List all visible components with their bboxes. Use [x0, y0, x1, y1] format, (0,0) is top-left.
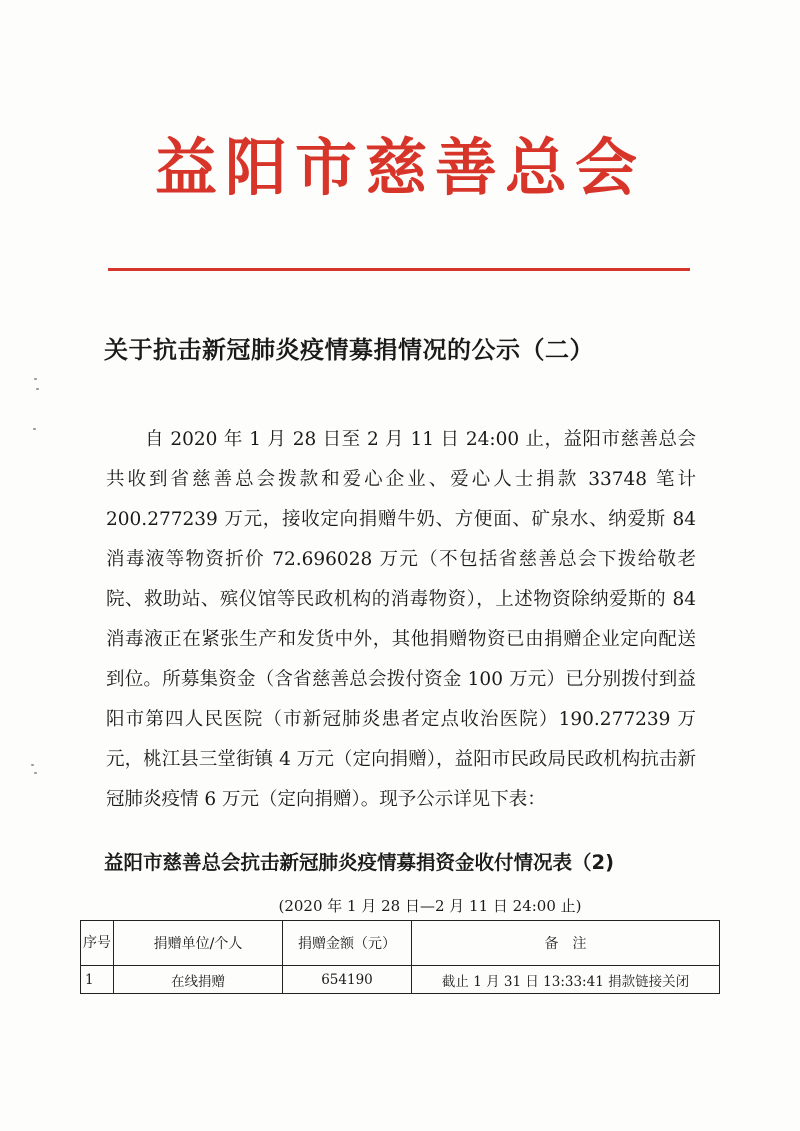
cell-amount: 654190	[283, 966, 412, 994]
cell-donor: 在线捐赠	[114, 966, 283, 994]
scan-speck	[34, 378, 37, 380]
document-title: 关于抗击新冠肺炎疫情募捐情况的公示（二）	[104, 336, 594, 364]
organization-name: 益阳市慈善总会	[154, 131, 645, 204]
header-divider	[108, 268, 690, 271]
body-paragraph: 自 2020 年 1 月 28 日至 2 月 11 日 24:00 止，益阳市慈善总会共收到省慈善总会拨款和爱心企业、爱心人士捐款 33748 笔计 200.277239 万元，接收定向捐赠牛奶、方便面、矿泉水、纳爱斯 84 消毒液等物资折价 72.696028 万元（不包括省慈善总会下拨给敬老院、救助站、殡仪馆等民政机构的消毒物资），上述物资除纳爱斯的 84 消毒液正在紧张生产和发货中外，其他捐赠物资已由捐赠企业定向配送到位。所募集资金（含省慈善总会拨付资金 100 万元）已分别拨付到益阳市第四人民医院（市新冠肺炎患者定点收治医院）190.277239 万元，桃江县三堂街镇 4 万元（定向捐赠），益阳市民政局民政机构抗击新冠肺炎疫情 6 万元（定向捐赠）。现予公示详见下表：	[106, 429, 696, 810]
table-subtitle: (2020 年 1 月 28 日—2 月 11 日 24:00 止)	[278, 897, 582, 915]
column-header-number: 序号	[81, 921, 114, 966]
table-title: 益阳市慈善总会抗击新冠肺炎疫情募捐资金收付情况表（2)	[104, 851, 614, 874]
column-header-amount: 捐赠金额（元）	[283, 921, 412, 966]
cell-number: 1	[81, 966, 114, 994]
table-row	[81, 966, 720, 994]
scan-speck	[34, 772, 37, 774]
column-header-donor: 捐赠单位/个人	[114, 921, 283, 966]
table-header-row	[81, 921, 720, 966]
scan-speck	[31, 764, 34, 766]
cell-note: 截止 1 月 31 日 13:33:41 捐款链接关闭	[412, 966, 720, 994]
donation-table	[80, 920, 720, 994]
scan-speck	[36, 388, 39, 390]
column-header-note: 备 注	[412, 921, 720, 966]
scan-speck	[33, 428, 36, 430]
